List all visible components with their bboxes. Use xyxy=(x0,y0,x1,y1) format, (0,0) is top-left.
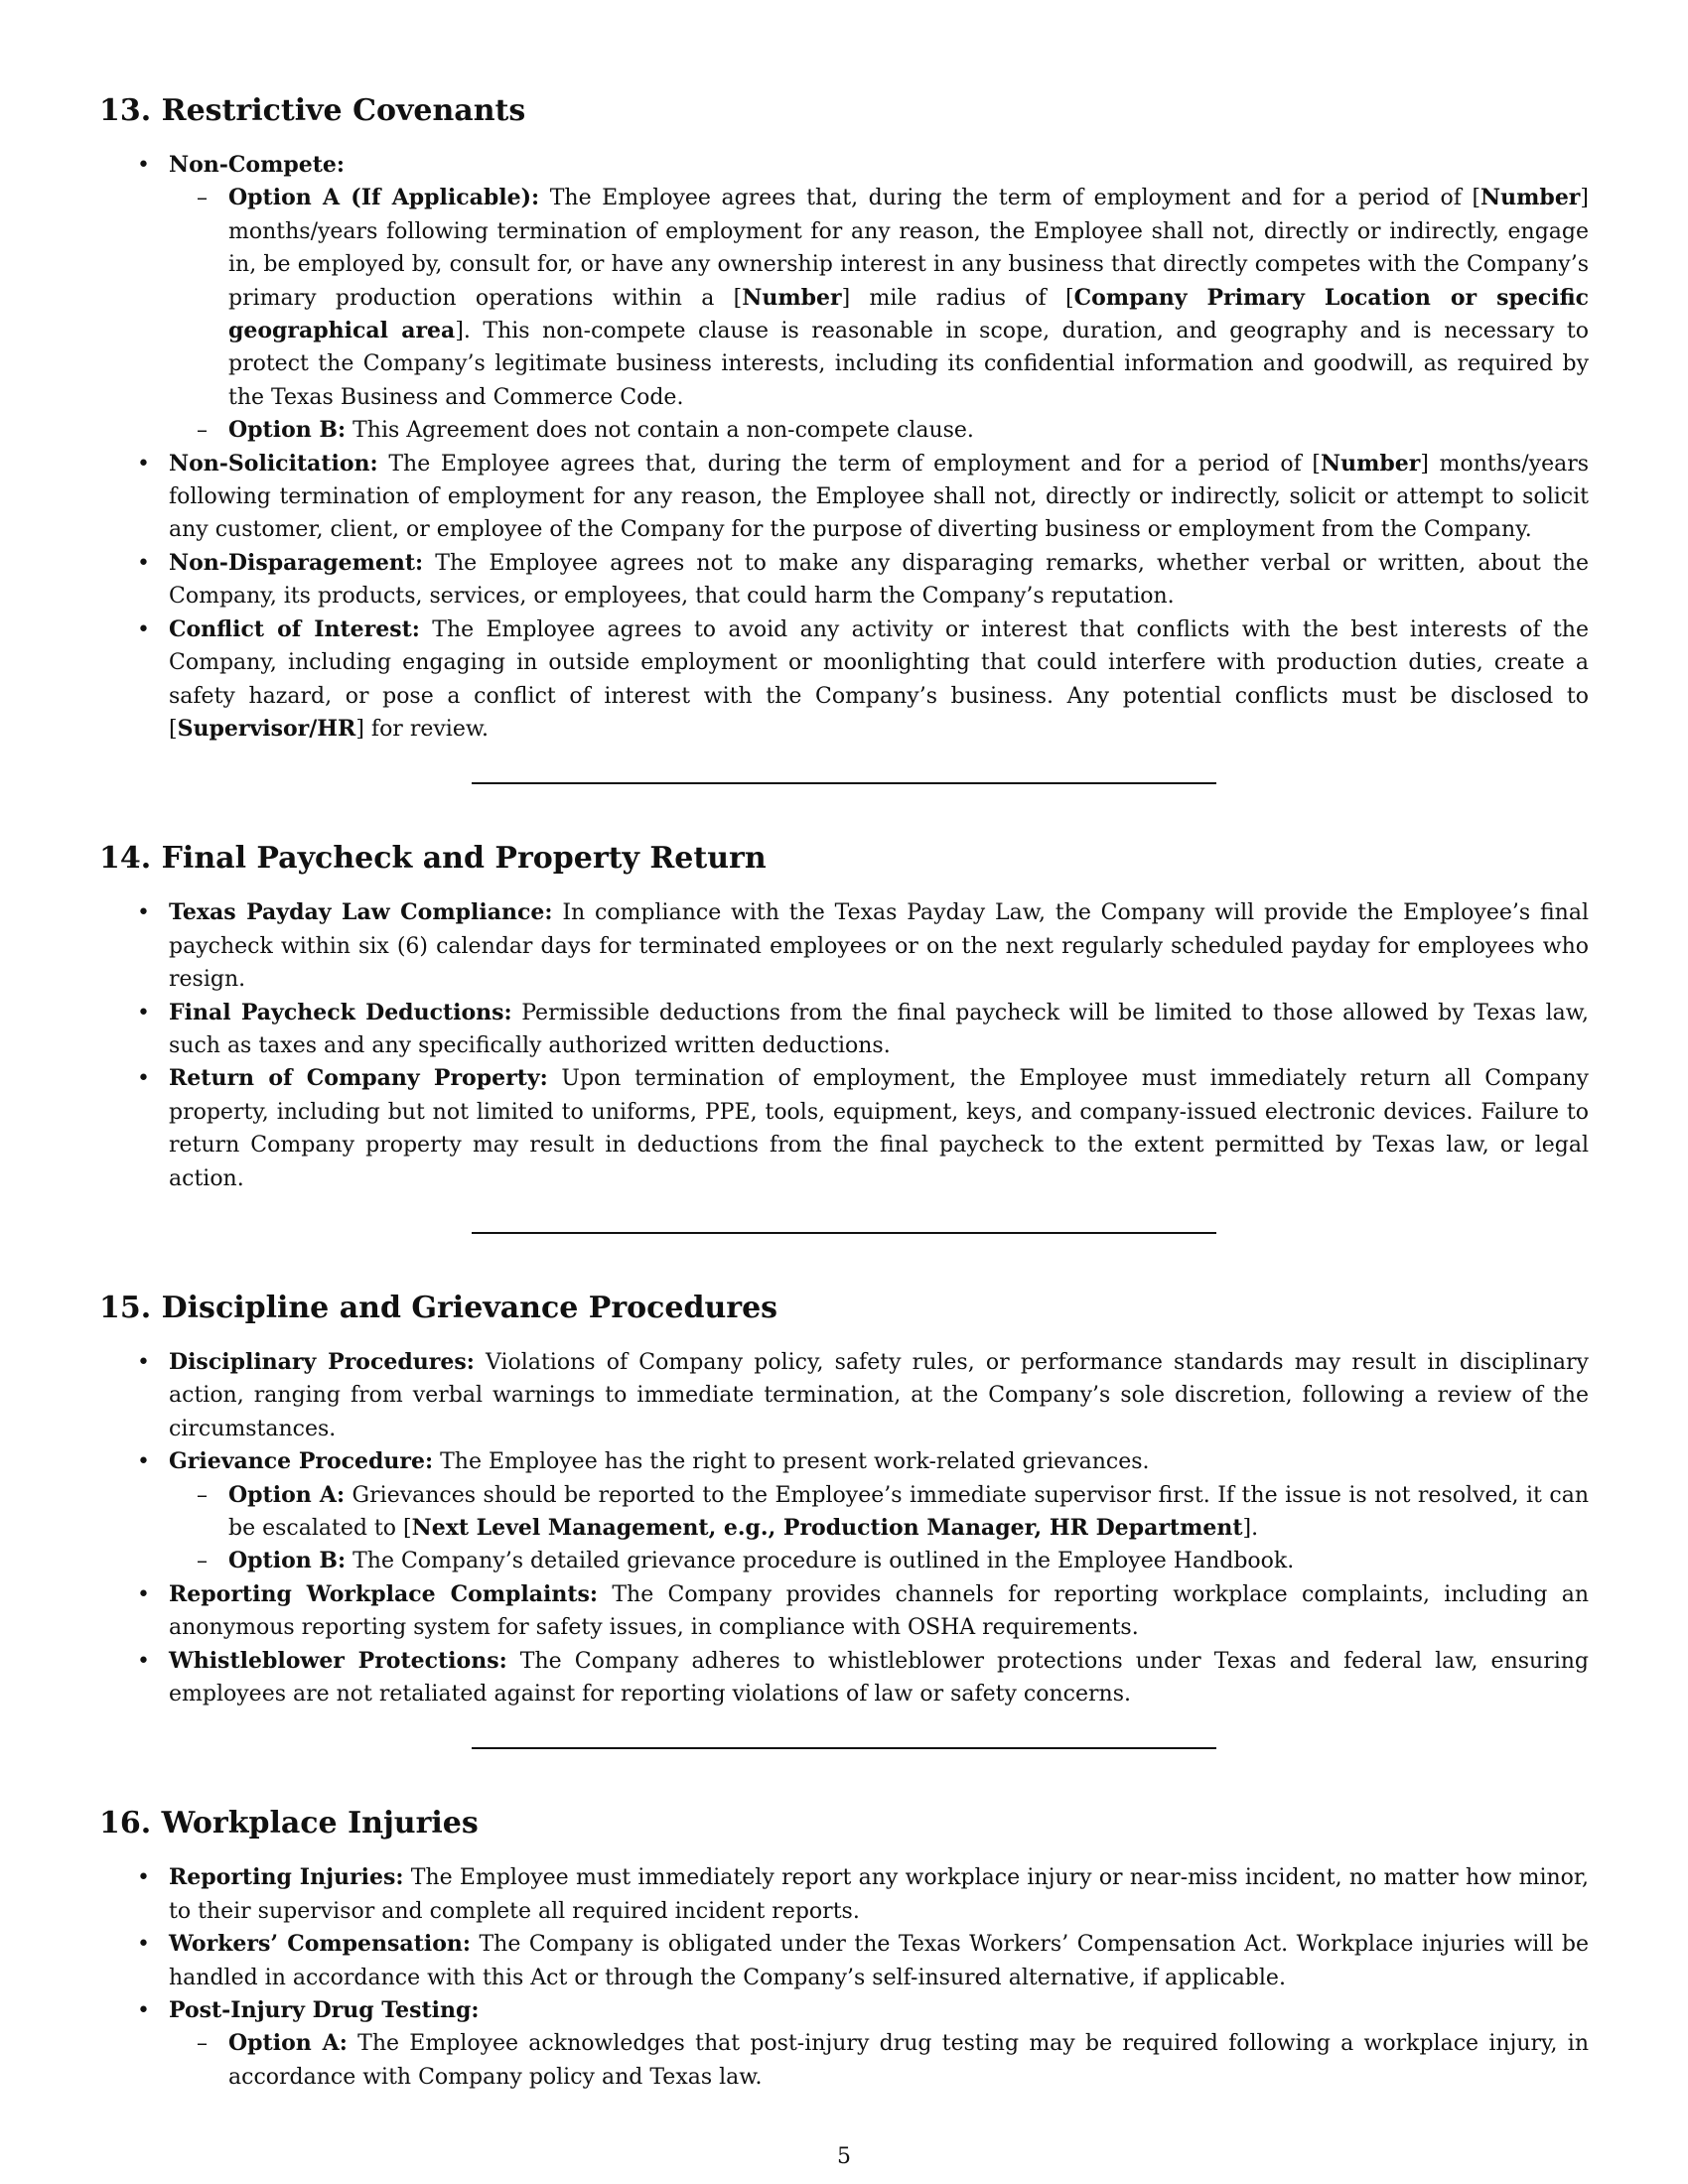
section xyxy=(99,91,1589,746)
clause-item xyxy=(99,997,1589,1063)
text-run: This Agreement does not contain a non-compete clause. xyxy=(346,418,974,444)
section-heading: 14. Final Paycheck and Property Return xyxy=(99,841,767,877)
option-list xyxy=(169,1479,1589,1578)
text-run: ]. xyxy=(1242,1516,1259,1541)
option-list xyxy=(169,2027,1589,2094)
text-run: The Company’s detailed grievance procedure is outlined in the Employee Handbook. xyxy=(346,1549,1295,1574)
clause-item xyxy=(99,1861,1589,1928)
text-run: The Employee agrees that, during the term of employment and for a period of [ xyxy=(377,451,1322,477)
section-divider xyxy=(472,1747,1216,1749)
text-run: In compliance with the Texas Payday Law, the Company will provide the Employee’s final paycheck within six (6) calendar days for terminated employees or on the next regularly scheduled payday for employees who resign. xyxy=(169,900,1589,993)
option-list xyxy=(169,182,1589,447)
section xyxy=(99,1289,1589,1710)
clause-item xyxy=(99,547,1589,614)
clause-list xyxy=(99,1861,1589,2094)
page-number: 5 xyxy=(837,2144,851,2169)
option-label: Option B: xyxy=(228,1548,347,1574)
clause-label: Grievance Procedure: xyxy=(169,1448,434,1475)
text-run: The Employee acknowledges that post-injury drug testing may be required following a workplace injury, in accordance with Company policy and Texas law. xyxy=(228,2031,1590,2090)
clause-label: Reporting Workplace Complaints: xyxy=(169,1580,599,1607)
placeholder-field: Number xyxy=(742,284,842,311)
clause-item xyxy=(99,1645,1589,1711)
clause-item xyxy=(99,149,1589,448)
option-label: Option A: xyxy=(228,1481,346,1508)
option-item xyxy=(169,2027,1589,2094)
placeholder-field: Number xyxy=(1321,450,1421,477)
text-run: ] months/years following termination of employment for any reason, the Employee shall not, directly or indirectly, engage in, be employed by, consult for, or have any ownership interest in any business that directly competes with the Company’s primary production operations within a [ xyxy=(228,186,1589,311)
text-run: ] months/years following termination of employment for any reason, the Employee shall not, directly or indirectly, solicit or attempt to solicit any customer, client, or employee of the Company for the purpose of diverting business or employment from the Company. xyxy=(169,451,1590,543)
clause-item xyxy=(99,448,1589,547)
section-heading: 13. Restrictive Covenants xyxy=(99,93,526,128)
section-heading: 15. Discipline and Grievance Procedures xyxy=(99,1290,778,1325)
text-run: Permissible deductions from the final paycheck will be limited to those allowed by Texas law, such as taxes and any specifically authorized written deductions. xyxy=(169,1000,1589,1058)
text-run: ] mile radius of [ xyxy=(841,285,1074,311)
text-run: The Employee agrees not to make any disparaging remarks, whether verbal or written, about the Company, its products, services, or employees, that could harm the Company’s reputation. xyxy=(169,550,1589,610)
clause-label: Return of Company Property: xyxy=(169,1065,548,1092)
clause-label: Conflict of Interest: xyxy=(169,615,420,642)
text-run: Violations of Company policy, safety rules, or performance standards may result in disciplinary action, ranging from verbal warnings to immediate termination, at the Company’s sole discretion, following a review of the circumstances. xyxy=(169,1349,1589,1441)
clause-list xyxy=(99,896,1589,1195)
text-run: ]. This non-compete clause is reasonable in scope, duration, and geography and is necessary to protect the Company’s legitimate business interests, including its confidential information and goodwill, as required by the Texas Business and Commerce Code. xyxy=(228,319,1589,410)
clause-list xyxy=(99,149,1589,746)
text-run: The Company adheres to whistleblower protections under Texas and federal law, ensuring employees are not retaliated against for reporting violations of law or safety concerns. xyxy=(169,1648,1589,1707)
section xyxy=(99,1804,1589,2094)
option-label: Option A (If Applicable): xyxy=(228,185,540,211)
section-divider xyxy=(472,782,1216,784)
clause-label: Post-Injury Drug Testing: xyxy=(169,1997,480,2024)
clause-label: Disciplinary Procedures: xyxy=(169,1348,475,1375)
text-run: Upon termination of employment, the Employee must immediately return all Company property, including but not limited to uniforms, PPE, tools, equipment, keys, and company-issued electronic devices. Failure to return Company property may result in deductions from the final paycheck to the extent permitted by Texas law, or legal action. xyxy=(169,1066,1589,1191)
clause-label: Non-Disparagement: xyxy=(169,549,424,576)
clause-item xyxy=(99,614,1589,747)
option-item xyxy=(169,1545,1589,1577)
clause-item xyxy=(99,1346,1589,1445)
clause-item xyxy=(99,1928,1589,1994)
option-label: Option B: xyxy=(228,417,347,444)
placeholder-field: Next Level Management, e.g., Production Manager, HR Department xyxy=(411,1515,1243,1541)
text-run: The Employee agrees that, during the term of employment and for a period of [ xyxy=(539,186,1481,211)
option-item xyxy=(169,414,1589,447)
text-run: The Employee has the right to present work-related grievances. xyxy=(433,1449,1150,1475)
placeholder-field: Number xyxy=(1480,185,1581,211)
clause-item xyxy=(99,1578,1589,1645)
clause-label: Non-Compete: xyxy=(169,152,346,178)
clause-label: Non-Solicitation: xyxy=(169,450,378,477)
text-run: The Employee agrees to avoid any activity or interest that conflicts with the best interests of the Company, including engaging in outside employment or moonlighting that could interfere with production duties, create a safety hazard, or pose a conflict of interest with the Company’s business. Any potential conflicts must be disclosed to [ xyxy=(169,616,1589,742)
document-page xyxy=(99,91,1589,2094)
section-divider xyxy=(472,1232,1216,1234)
text-run: Grievances should be reported to the Employee’s immediate supervisor first. If the issue is not resolved, it can be escalated to [ xyxy=(228,1482,1589,1541)
section-heading: 16. Workplace Injuries xyxy=(99,1806,479,1842)
text-run: The Company provides channels for reporting workplace complaints, including an anonymous reporting system for safety issues, in compliance with OSHA requirements. xyxy=(169,1581,1589,1641)
clause-label: Reporting Injuries: xyxy=(169,1864,404,1891)
text-run: The Company is obligated under the Texas Workers’ Compensation Act. Workplace injuries will be handled in accordance with this Act or through the Company’s self-insured alternative, if applicable. xyxy=(169,1932,1589,1990)
placeholder-field: Supervisor/HR xyxy=(177,715,356,742)
text-run: The Employee must immediately report any workplace injury or near-miss incident, no matter how minor, to their supervisor and complete all required incident reports. xyxy=(169,1865,1589,1924)
text-run: ] for review. xyxy=(355,716,490,742)
option-item xyxy=(169,1479,1589,1546)
clause-item xyxy=(99,896,1589,996)
clause-label: Texas Payday Law Compliance: xyxy=(169,899,553,926)
clause-label: Workers’ Compensation: xyxy=(169,1931,471,1958)
placeholder-field: Company Primary Location or specific geographical area xyxy=(228,284,1589,344)
clause-label: Final Paycheck Deductions: xyxy=(169,999,512,1025)
section xyxy=(99,839,1589,1195)
option-item xyxy=(169,182,1589,414)
clause-list xyxy=(99,1346,1589,1710)
clause-item xyxy=(99,1062,1589,1195)
option-label: Option A: xyxy=(228,2030,348,2057)
clause-item xyxy=(99,1445,1589,1578)
clause-item xyxy=(99,1994,1589,2094)
clause-label: Whistleblower Protections: xyxy=(169,1647,507,1674)
